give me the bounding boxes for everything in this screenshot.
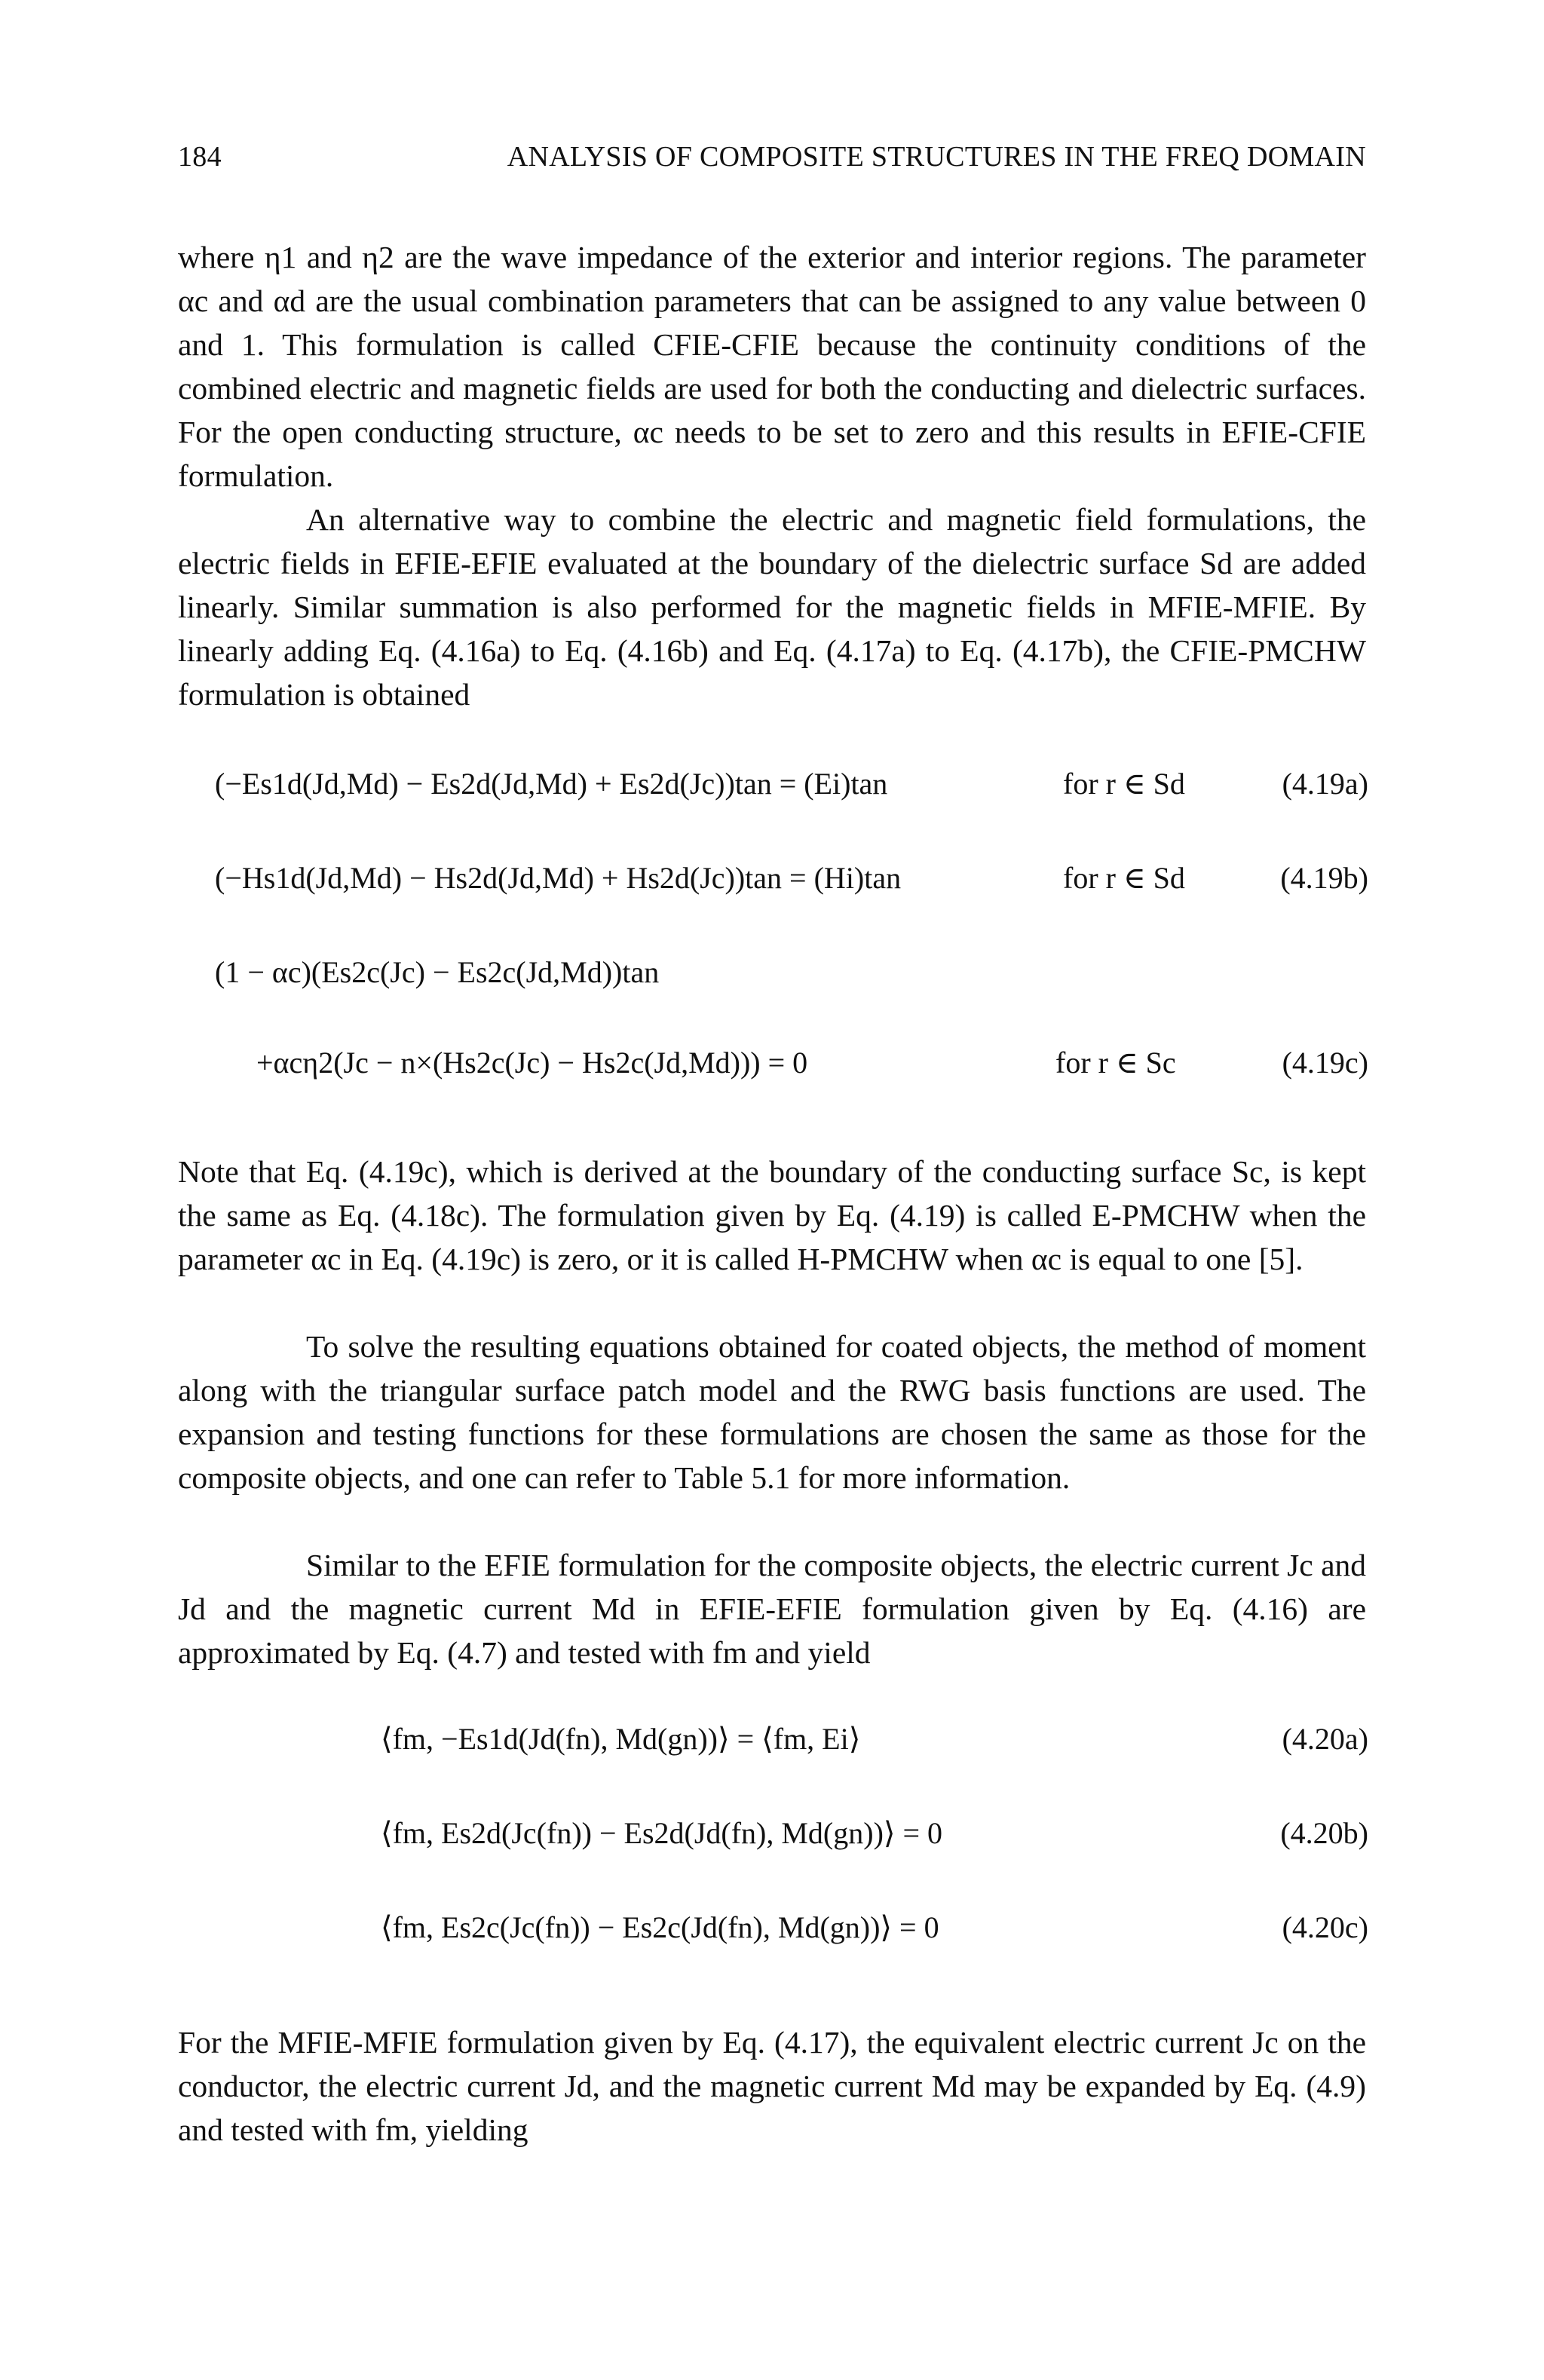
equation-4-20a [381,1713,1368,1766]
equation-4-20b-label: (4.20b) [1280,1816,1368,1850]
running-header [178,140,1366,178]
equation-4-19b-label: (4.19b) [1280,861,1368,895]
equation-4-19c-line-2-math: +αcη2(Jc − n×(Hs2c(Jc) − Hs2c(Jd,Md))) = 0 [256,1046,808,1080]
equation-4-19b-condition: for r ∈ Sd [1063,861,1185,895]
equation-4-19a-condition: for r ∈ Sd [1063,767,1185,801]
page-number: 184 [178,141,222,173]
paragraph-1: where η1 and η2 are the wave impedance of the exterior and interior regions. The parameter αc and αd are the usual combination parameters that can be assigned to any value between 0 and 1. This formulation is called CFIE-CFIE because the continuity conditions of the combined electric and magnetic fields are used for both the conducting and dielectric surfaces. For the open conducting structure, αc needs to be set to zero and this results in EFIE-CFIE formulation. [178,240,1366,493]
equation-4-19b-math: (−Hs1d(Jd,Md) − Hs2d(Jd,Md) + Hs2d(Jc))tan = (Hi)tan [215,861,902,895]
paragraph-6: For the MFIE-MFIE formulation given by Eq. (4.17), the equivalent electric current Jc on the conductor, the electric current Jd, and the magnetic current Md may be expanded by Eq. (4.9) and tested with fm, yielding [178,2025,1366,2147]
paragraph-3: Note that Eq. (4.19c), which is derived at the boundary of the conducting surface Sc, is kept the same as Eq. (4.18c). The formulation given by Eq. (4.19) is called E-PMCHW when the parameter αc in Eq. (4.19c) is zero, or it is called H-PMCHW when αc is equal to one [5]. [178,1154,1366,1276]
equation-4-19a-label: (4.19a) [1282,767,1368,801]
paragraph-4: To solve the resulting equations obtained for coated objects, the method of moment along with the triangular surface patch model and the RWG basis functions are used. The expansion and testing functions for these formulations are chosen the same as those for the composite objects, and one can refer to Table 5.1 for more information. [178,1329,1366,1495]
equation-4-20b [381,1807,1368,1860]
paragraph-6-block [178,2020,1366,2152]
paragraph-2: An alternative way to combine the electric and magnetic field formulations, the electric fields in EFIE-EFIE evaluated at the boundary of the dielectric surface Sd are added linearly. Similar summation is also performed for the magnetic fields in MFIE-MFIE. By linearly adding Eq. (4.16a) to Eq. (4.16b) and Eq. (4.17a) to Eq. (4.17b), the CFIE-PMCHW formulation is obtained [178,502,1366,712]
equation-4-20b-math: ⟨fm, Es2d(Jc(fn)) − Es2d(Jd(fn), Md(gn))⟩ = 0 [381,1816,943,1850]
equation-4-19c-line-1 [215,946,1368,999]
equation-4-19c-line-2 [215,1037,1368,1089]
paragraph-4-block [178,1325,1366,1499]
paragraph-5: Similar to the EFIE formulation for the composite objects, the electric current Jc and Jd and the magnetic current Md in EFIE-EFIE formulation given by Eq. (4.16) are approximated by Eq. (4.7) and tested with fm and yield [178,1548,1366,1670]
paragraph-5-block [178,1543,1366,1674]
header-title: ANALYSIS OF COMPOSITE STRUCTURES IN THE FREQ DOMAIN [507,141,1366,173]
paragraph-2-block [178,498,1366,716]
equation-4-20c [381,1901,1368,1954]
equation-4-19a-math: (−Es1d(Jd,Md) − Es2d(Jd,Md) + Es2d(Jc))tan = (Ei)tan [215,767,888,801]
equation-4-19b [215,852,1368,905]
equation-4-19a [215,758,1368,810]
equation-4-19c-label: (4.19c) [1282,1046,1368,1080]
paragraph-3-block [178,1150,1366,1281]
equation-4-20a-label: (4.20a) [1282,1722,1368,1756]
equation-4-20a-math: ⟨fm, −Es1d(Jd(fn), Md(gn))⟩ = ⟨fm, Ei⟩ [381,1722,861,1756]
equation-4-19c-line-1-math: (1 − αc)(Es2c(Jc) − Es2c(Jd,Md))tan [215,955,660,989]
equation-4-20c-label: (4.20c) [1282,1910,1368,1944]
equation-4-20c-math: ⟨fm, Es2c(Jc(fn)) − Es2c(Jd(fn), Md(gn))⟩ = 0 [381,1910,939,1944]
equation-4-19c-condition: for r ∈ Sc [1055,1046,1176,1080]
paragraph-1-block [178,235,1366,498]
